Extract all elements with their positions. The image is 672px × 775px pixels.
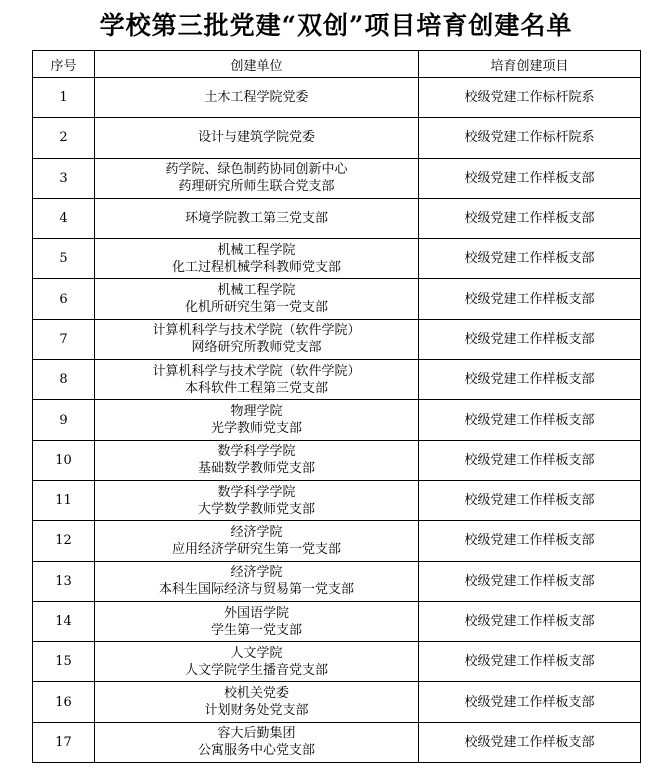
unit-name-line: 本科软件工程第三党支部 bbox=[184, 380, 328, 396]
table-row bbox=[33, 198, 641, 238]
project-type-cell: 校级党建工作样板支部 bbox=[419, 400, 641, 440]
table-row bbox=[33, 682, 641, 722]
table-row bbox=[33, 118, 641, 158]
serial-number-cell: 2 bbox=[33, 118, 95, 158]
header-project-type: 培育创建项目 bbox=[419, 51, 641, 78]
unit-name-line: 大学数学教师党支部 bbox=[197, 501, 315, 517]
table-row bbox=[33, 521, 641, 561]
unit-name-line: 土木工程学院党委 bbox=[204, 90, 309, 106]
unit-name-line: 药理研究所师生联合党支部 bbox=[178, 179, 335, 195]
project-type-cell: 校级党建工作样板支部 bbox=[419, 521, 641, 561]
table-row bbox=[33, 239, 641, 279]
serial-number-cell: 15 bbox=[33, 642, 95, 682]
creating-unit-cell bbox=[95, 480, 419, 520]
table-row bbox=[33, 601, 641, 641]
table-row bbox=[33, 158, 641, 198]
serial-number-cell: 8 bbox=[33, 360, 95, 400]
project-type-cell: 校级党建工作标杆院系 bbox=[419, 78, 641, 118]
project-type-cell: 校级党建工作样板支部 bbox=[419, 480, 641, 520]
serial-number-cell: 16 bbox=[33, 682, 95, 722]
serial-number-cell: 7 bbox=[33, 319, 95, 359]
project-type-cell: 校级党建工作样板支部 bbox=[419, 319, 641, 359]
unit-name-line: 机械工程学院 bbox=[217, 242, 296, 258]
project-type-cell: 校级党建工作样板支部 bbox=[419, 601, 641, 641]
project-type-cell: 校级党建工作样板支部 bbox=[419, 642, 641, 682]
unit-name-line: 化机所研究生第一党支部 bbox=[184, 300, 328, 316]
unit-name-line: 设计与建筑学院党委 bbox=[197, 130, 315, 146]
serial-number-cell: 13 bbox=[33, 561, 95, 601]
project-type-cell: 校级党建工作标杆院系 bbox=[419, 118, 641, 158]
creating-unit-cell bbox=[95, 158, 419, 198]
table-row bbox=[33, 78, 641, 118]
unit-name-line: 容大后勤集团 bbox=[217, 726, 296, 742]
unit-name-line: 光学教师党支部 bbox=[210, 421, 302, 437]
unit-name-line: 学生第一党支部 bbox=[210, 622, 302, 638]
table-row bbox=[33, 440, 641, 480]
table-row bbox=[33, 319, 641, 359]
serial-number-cell: 3 bbox=[33, 158, 95, 198]
unit-name-line: 人文学院学生播音党支部 bbox=[184, 662, 328, 678]
header-serial-number: 序号 bbox=[33, 51, 95, 78]
header-creating-unit: 创建单位 bbox=[95, 51, 419, 78]
unit-name-line: 数学科学学院 bbox=[217, 484, 296, 500]
table-row bbox=[33, 642, 641, 682]
document-title: 学校第三批党建“双创”项目培育创建名单 bbox=[99, 11, 573, 40]
creating-unit-cell bbox=[95, 239, 419, 279]
unit-name-line: 本科生国际经济与贸易第一党支部 bbox=[158, 582, 354, 598]
unit-name-line: 计算机科学与技术学院（软件学院） bbox=[152, 363, 361, 379]
creating-unit-cell bbox=[95, 642, 419, 682]
project-type-cell: 校级党建工作样板支部 bbox=[419, 198, 641, 238]
project-type-cell: 校级党建工作样板支部 bbox=[419, 440, 641, 480]
creating-unit-cell bbox=[95, 561, 419, 601]
serial-number-cell: 17 bbox=[33, 722, 95, 762]
table-row bbox=[33, 480, 641, 520]
creating-unit-cell bbox=[95, 521, 419, 561]
project-type-cell: 校级党建工作样板支部 bbox=[419, 360, 641, 400]
table-row bbox=[33, 722, 641, 762]
table-header-row bbox=[33, 51, 641, 78]
table-row bbox=[33, 279, 641, 319]
creating-unit-cell bbox=[95, 319, 419, 359]
unit-name-line: 基础数学教师党支部 bbox=[197, 461, 315, 477]
unit-name-line: 经济学院 bbox=[230, 565, 283, 581]
unit-name-line: 机械工程学院 bbox=[217, 283, 296, 299]
creating-unit-cell bbox=[95, 78, 419, 118]
creating-unit-cell bbox=[95, 440, 419, 480]
project-type-cell: 校级党建工作样板支部 bbox=[419, 279, 641, 319]
serial-number-cell: 12 bbox=[33, 521, 95, 561]
unit-name-line: 人文学院 bbox=[230, 645, 283, 661]
serial-number-cell: 11 bbox=[33, 480, 95, 520]
table-row bbox=[33, 360, 641, 400]
unit-name-line: 校机关党委 bbox=[223, 686, 289, 702]
serial-number-cell: 6 bbox=[33, 279, 95, 319]
creating-unit-cell bbox=[95, 682, 419, 722]
project-list-table bbox=[32, 50, 641, 763]
creating-unit-cell bbox=[95, 601, 419, 641]
unit-name-line: 应用经济学研究生第一党支部 bbox=[171, 541, 341, 557]
serial-number-cell: 5 bbox=[33, 239, 95, 279]
table-row bbox=[33, 400, 641, 440]
project-type-cell: 校级党建工作样板支部 bbox=[419, 682, 641, 722]
unit-name-line: 计算机科学与技术学院（软件学院） bbox=[152, 323, 361, 339]
project-type-cell: 校级党建工作样板支部 bbox=[419, 722, 641, 762]
unit-name-line: 外国语学院 bbox=[223, 605, 289, 621]
creating-unit-cell bbox=[95, 360, 419, 400]
serial-number-cell: 9 bbox=[33, 400, 95, 440]
unit-name-line: 网络研究所教师党支部 bbox=[191, 340, 322, 356]
unit-name-line: 经济学院 bbox=[230, 524, 283, 540]
creating-unit-cell bbox=[95, 722, 419, 762]
unit-name-line: 化工过程机械学科教师党支部 bbox=[171, 259, 341, 275]
project-type-cell: 校级党建工作样板支部 bbox=[419, 158, 641, 198]
serial-number-cell: 4 bbox=[33, 198, 95, 238]
unit-name-line: 环境学院教工第三党支部 bbox=[184, 211, 328, 227]
serial-number-cell: 10 bbox=[33, 440, 95, 480]
unit-name-line: 物理学院 bbox=[230, 404, 283, 420]
creating-unit-cell bbox=[95, 400, 419, 440]
project-type-cell: 校级党建工作样板支部 bbox=[419, 239, 641, 279]
unit-name-line: 药学院、绿色制药协同创新中心 bbox=[165, 162, 348, 178]
project-type-cell: 校级党建工作样板支部 bbox=[419, 561, 641, 601]
creating-unit-cell bbox=[95, 118, 419, 158]
serial-number-cell: 1 bbox=[33, 78, 95, 118]
creating-unit-cell bbox=[95, 279, 419, 319]
unit-name-line: 计划财务处党支部 bbox=[204, 703, 309, 719]
unit-name-line: 数学科学学院 bbox=[217, 444, 296, 460]
creating-unit-cell bbox=[95, 198, 419, 238]
serial-number-cell: 14 bbox=[33, 601, 95, 641]
table-body bbox=[33, 78, 641, 763]
unit-name-line: 公寓服务中心党支部 bbox=[197, 743, 315, 759]
table-row bbox=[33, 561, 641, 601]
